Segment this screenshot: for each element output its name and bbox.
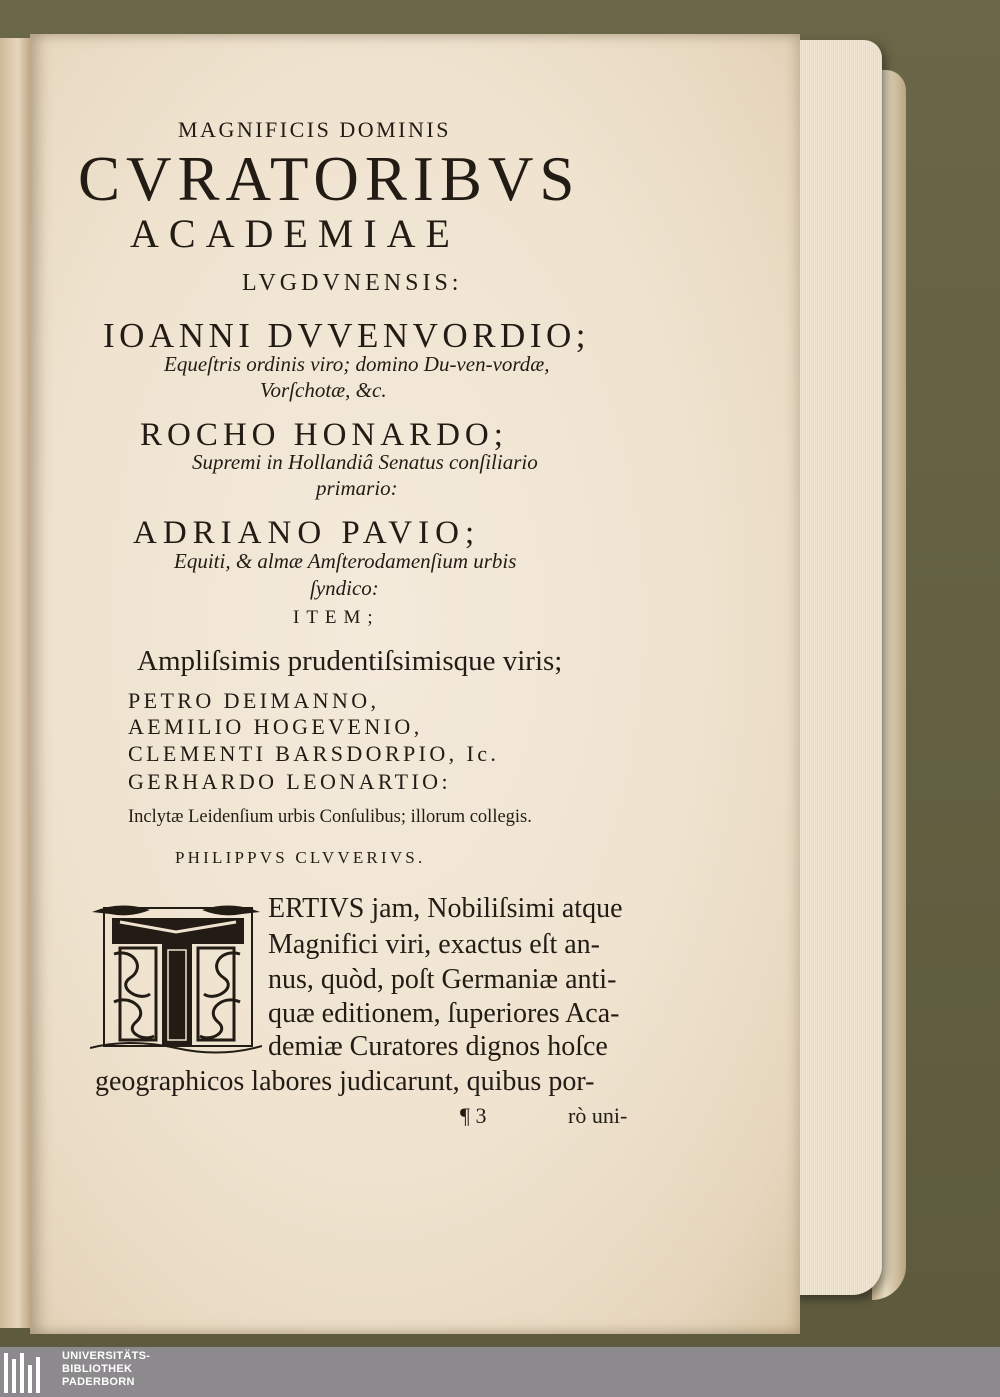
library-name-line: PADERBORN [62, 1376, 135, 1388]
body-text-line: Magnifici viri, exactus eſt an- [268, 929, 600, 960]
library-name-line: UNIVERSITÄTS- [62, 1350, 151, 1362]
amplissimis-line: Ampliſsimis prudentiſsimisque viris; [137, 645, 563, 677]
body-text-line: demiæ Curatores dignos hoſce [268, 1031, 608, 1062]
inclytae-line: Inclytæ Leidenſium urbis Conſulibus; illorum collegis. [128, 807, 532, 827]
library-footer-bar [0, 1347, 1000, 1397]
library-logo-icon [0, 1349, 50, 1397]
body-text-line: geographicos labores judicarunt, quibus por- [95, 1066, 595, 1097]
facing-page-edge [0, 38, 32, 1328]
subtitle-academiae: ACADEMIAE [130, 211, 460, 256]
item-heading: ITEM; [293, 607, 380, 628]
subtitle-lugdunensis: LVGDVNENSIS: [242, 270, 463, 296]
signature-mark: ¶ 3 [460, 1103, 487, 1128]
curator-name: ROCHO HONARDO; [140, 417, 508, 453]
magistrate-name: AEMILIO HOGEVENIO, [128, 714, 423, 739]
curator-description: primario: [316, 476, 398, 500]
library-name-line: BIBLIOTHEK [62, 1363, 133, 1375]
curator-name: ADRIANO PAVIO; [133, 515, 481, 551]
body-text-line: nus, quòd, poſt Germaniæ anti- [268, 964, 617, 995]
magistrate-name: GERHARDO LEONARTIO: [128, 769, 451, 794]
curator-name: IOANNI DVVENVORDIO; [103, 316, 590, 355]
decorated-initial-t-icon [90, 898, 262, 1054]
body-text-line: quæ editionem, ſuperiores Aca- [268, 998, 620, 1029]
curator-description: Supremi in Hollandiâ Senatus conſiliario [192, 450, 538, 474]
page-title: CVRATORIBVS [78, 144, 581, 214]
curator-description: Equiti, & almæ Amſterodamenſium urbis [174, 549, 517, 573]
dedication-line: MAGNIFICIS DOMINIS [178, 117, 451, 142]
library-name [62, 1350, 150, 1389]
author-name: PHILIPPVS CLVVERIVS. [175, 848, 426, 867]
magistrate-name: CLEMENTI BARSDORPIO, Ic. [128, 741, 500, 766]
body-text-line: ERTIVS jam, Nobiliſsimi atque [268, 893, 623, 924]
catchword: rò uni- [568, 1103, 628, 1128]
page-stack-edge [790, 40, 882, 1295]
magistrate-name: PETRO DEIMANNO, [128, 688, 380, 713]
curator-description: Equeſtris ordinis viro; domino Du-ven-vordæ, [164, 352, 550, 376]
curator-description: Vorſchotæ, &c. [260, 378, 387, 402]
curator-description: ſyndico: [310, 576, 379, 600]
